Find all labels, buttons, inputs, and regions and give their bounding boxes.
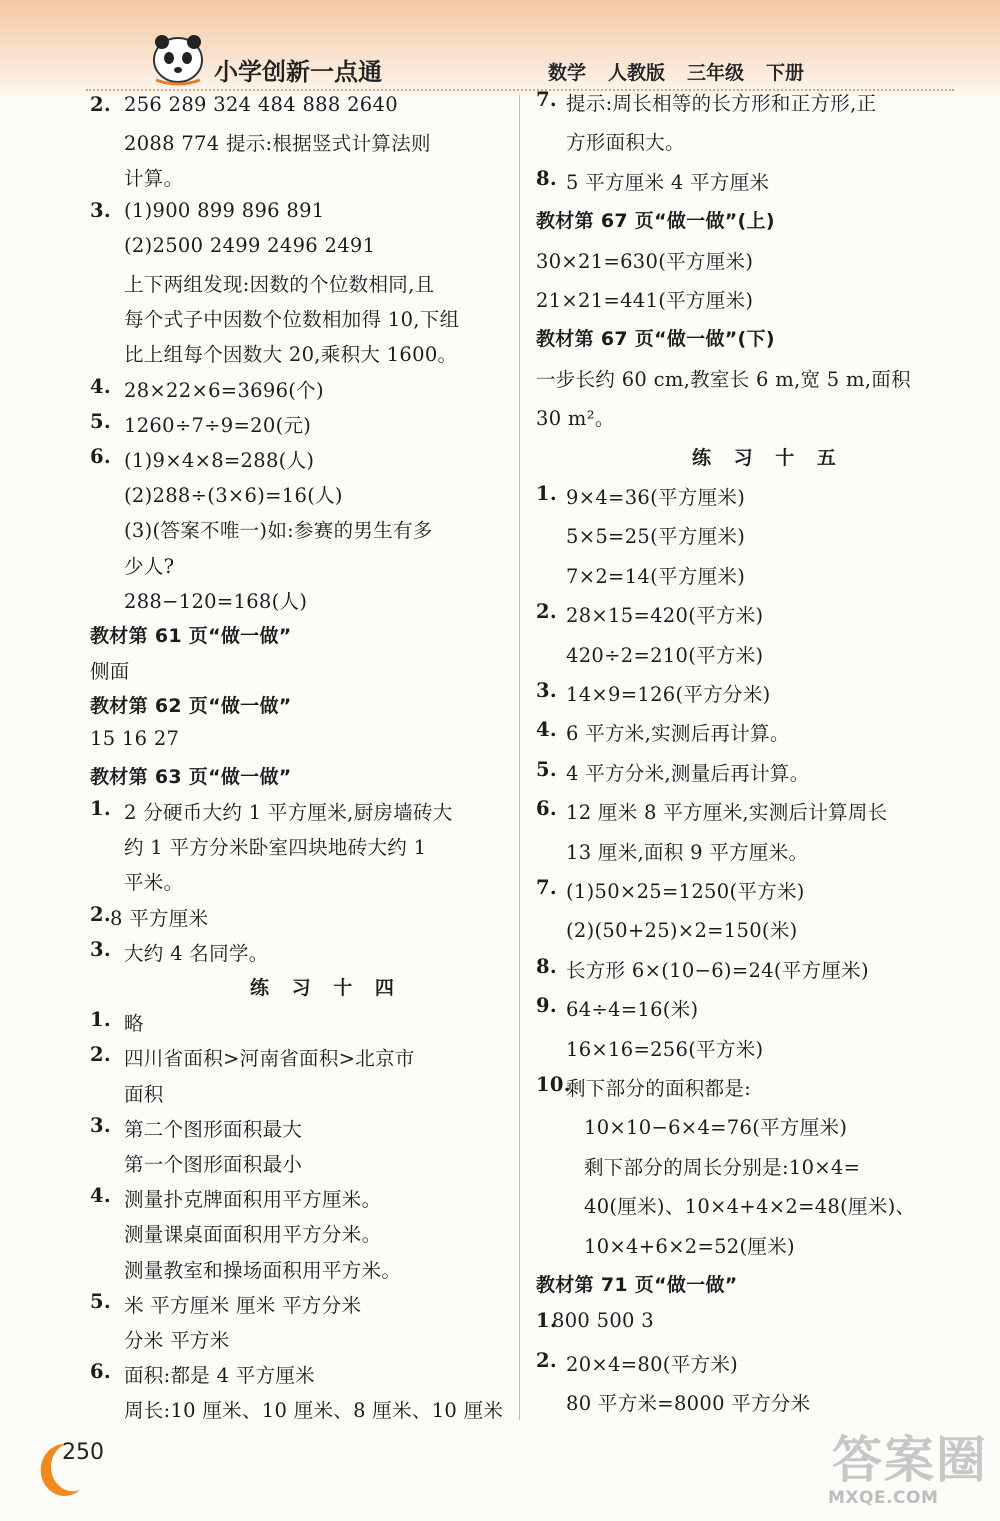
- question-number: 3.: [536, 679, 557, 702]
- answer-text: 每个式子中因数个位数相加得 10,下组: [124, 308, 460, 332]
- answer-text: 侧面: [90, 660, 130, 684]
- question-number: 5.: [90, 409, 111, 433]
- answer-text: 略: [124, 1012, 144, 1036]
- answer-text: 30 m²。: [536, 407, 615, 431]
- question-number: 1.: [536, 482, 557, 505]
- answer-text: (3)(答案不唯一)如:参赛的男生有多: [124, 519, 433, 543]
- answer-text: 5×5=25(平方厘米): [566, 525, 746, 549]
- answer-text: 约 1 平方分米卧室四块地砖大约 1: [124, 836, 427, 860]
- answer-text: 长方形 6×(10−6)=24(平方厘米): [566, 958, 869, 982]
- answer-text: 提示:周长相等的长方形和正方形,正: [566, 92, 877, 115]
- section-heading: 教材第 63 页“做一做”: [90, 765, 292, 788]
- panda-logo-icon: [146, 30, 210, 86]
- subject-label: 数学: [548, 62, 587, 84]
- answer-text: 2088 774 提示:根据竖式计算法则: [124, 132, 431, 156]
- question-number: 3.: [90, 937, 111, 961]
- answer-text: 21×21=441(平方厘米): [536, 289, 754, 312]
- question-number: 3.: [90, 1113, 111, 1137]
- question-number: 2.: [90, 902, 111, 926]
- answer-text: 测量扑克牌面积用平方厘米。: [124, 1188, 382, 1212]
- question-number: 8.: [536, 166, 557, 190]
- answer-text: 剩下部分的周长分别是:10×4=: [584, 1155, 861, 1179]
- answer-text: (2)2500 2499 2496 2491: [124, 233, 376, 257]
- answer-text: (1)900 899 896 891: [124, 198, 325, 222]
- answer-text: (2)288÷(3×6)=16(人): [124, 484, 343, 508]
- question-number: 1.: [90, 797, 111, 820]
- answer-text: 剩下部分的面积都是:: [566, 1077, 752, 1100]
- answer-text: 12 厘米 8 平方厘米,实测后计算周长: [566, 801, 888, 825]
- question-number: 4.: [90, 1184, 111, 1208]
- question-number: 7.: [536, 876, 557, 899]
- answer-text: 10×10−6×4=76(平方厘米): [584, 1116, 848, 1140]
- question-number: 5.: [90, 1289, 111, 1313]
- exercise-title: 练 习 十 四: [250, 977, 402, 999]
- answer-text: 64÷4=16(米): [566, 998, 699, 1022]
- answer-text: 30×21=630(平方厘米): [536, 249, 754, 273]
- question-number: 7.: [536, 88, 557, 111]
- answer-text: 计算。: [124, 167, 184, 191]
- volume-label: 下册: [766, 62, 805, 84]
- answer-text: 13 厘米,面积 9 平方厘米。: [566, 840, 809, 864]
- answer-text: 7×2=14(平方厘米): [566, 564, 746, 588]
- answer-text: 4 平方分米,测量后再计算。: [566, 761, 810, 785]
- answer-text: 方形面积大。: [566, 131, 685, 155]
- answer-text: 420÷2=210(平方米): [566, 643, 764, 667]
- answer-text: 800 500 3: [552, 1309, 654, 1333]
- section-heading: 教材第 71 页“做一做”: [536, 1274, 738, 1296]
- question-number: 5.: [536, 757, 557, 781]
- column-divider: [519, 95, 520, 1420]
- question-number: 6.: [90, 445, 111, 468]
- answer-text: 9×4=36(平方厘米): [566, 486, 746, 509]
- question-number: 2.: [536, 600, 557, 624]
- answer-text: 分米 平方米: [124, 1329, 230, 1352]
- question-number: 6.: [90, 1360, 111, 1384]
- answer-text: 256 289 324 484 888 2640: [124, 93, 398, 116]
- book-info: [548, 58, 804, 85]
- answer-text: 面积:都是 4 平方厘米: [124, 1364, 315, 1388]
- section-heading: 教材第 67 页“做一做”(下): [536, 328, 775, 351]
- edition-label: 人教版: [608, 62, 666, 84]
- question-number: 3.: [90, 198, 111, 222]
- answer-text: 大约 4 名同学。: [124, 941, 269, 965]
- answer-text: 28×22×6=3696(个): [124, 378, 324, 402]
- question-number: 9.: [536, 994, 557, 1018]
- page-number: 250: [62, 1440, 104, 1465]
- answer-text: 5 平方厘米 4 平方厘米: [566, 170, 770, 194]
- answer-text: 8 平方厘米: [110, 906, 209, 930]
- answer-text: 测量教室和操场面积用平方米。: [124, 1258, 402, 1282]
- question-number: 2.: [90, 1043, 111, 1067]
- question-number: 6.: [536, 797, 557, 821]
- watermark-logo: 答案圈: [832, 1431, 988, 1489]
- question-number: 4.: [536, 718, 557, 742]
- watermark-url: MXQE.COM: [828, 1488, 939, 1508]
- section-heading: 教材第 61 页“做一做”: [90, 625, 292, 647]
- question-number: 10.: [536, 1073, 571, 1096]
- answer-text: 上下两组发现:因数的个位数相同,且: [124, 273, 435, 296]
- answer-text: 288−120=168(人): [124, 589, 308, 613]
- answer-text: 米 平方厘米 厘米 平方分米: [124, 1293, 362, 1317]
- answer-text: (1)9×4×8=288(人): [124, 449, 315, 472]
- question-number: 2.: [536, 1348, 557, 1372]
- answer-text: (1)50×25=1250(平方米): [566, 880, 805, 903]
- answer-text: 6 平方米,实测后再计算。: [566, 722, 790, 746]
- answer-text: 15 16 27: [90, 726, 180, 750]
- answer-text: 第一个图形面积最小: [124, 1153, 303, 1176]
- answer-text: 第二个图形面积最大: [124, 1117, 303, 1141]
- answer-text: 面积: [124, 1082, 164, 1106]
- answer-text: 比上组每个因数大 20,乘积大 1600。: [124, 343, 458, 367]
- section-heading: 教材第 67 页“做一做”(上): [536, 210, 775, 233]
- answer-text: 一步长约 60 cm,教室长 6 m,宽 5 m,面积: [536, 367, 911, 391]
- answer-text: 10×4+6×2=52(厘米): [584, 1234, 795, 1258]
- answer-text: 40(厘米)、10×4+4×2=48(厘米)、: [584, 1195, 916, 1219]
- answer-text: 平米。: [124, 871, 184, 895]
- question-number: 1.: [90, 1008, 111, 1032]
- question-number: 2.: [90, 93, 111, 116]
- answer-text: 80 平方米=8000 平方分米: [566, 1392, 811, 1416]
- page-header: [0, 0, 1000, 96]
- grade-label: 三年级: [687, 62, 745, 84]
- answer-text: 2 分硬币大约 1 平方厘米,厨房墙砖大: [124, 801, 453, 824]
- answer-text: 周长:10 厘米、10 厘米、8 厘米、10 厘米: [124, 1399, 504, 1423]
- section-heading: 教材第 62 页“做一做”: [90, 695, 292, 718]
- answer-text: 少人?: [124, 554, 175, 578]
- answer-text: 14×9=126(平方分米): [566, 683, 771, 706]
- answer-text: 四川省面积>河南省面积>北京市: [124, 1047, 415, 1071]
- answer-text: 16×16=256(平方米): [566, 1037, 764, 1061]
- answer-text: 测量课桌面面积用平方分米。: [124, 1223, 382, 1247]
- answer-text: 20×4=80(平方米): [566, 1352, 739, 1376]
- question-number: 4.: [90, 374, 111, 398]
- answer-text: (2)(50+25)×2=150(米): [566, 919, 798, 943]
- brand-title: 小学创新一点通: [214, 58, 382, 86]
- exercise-title: 练 习 十 五: [692, 446, 844, 469]
- question-number: 8.: [536, 954, 557, 978]
- question-number: 1.: [536, 1309, 557, 1333]
- answer-text: 1260÷7÷9=20(元): [124, 413, 312, 437]
- answer-text: 28×15=420(平方米): [566, 604, 764, 628]
